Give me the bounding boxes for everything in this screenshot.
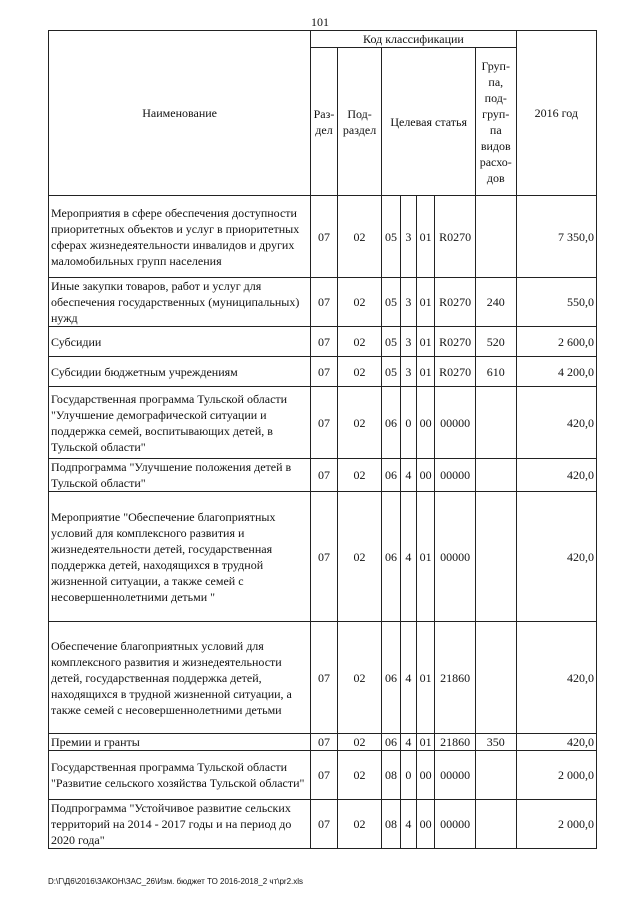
cell-amount: 420,0: [516, 459, 596, 492]
cell-t2: 3: [400, 196, 416, 278]
cell-name: Подпрограмма "Улучшение положения детей в Тульской области": [49, 459, 311, 492]
cell-t1: 08: [382, 800, 400, 849]
cell-razdel: 07: [311, 327, 337, 357]
cell-t4: R0270: [435, 196, 476, 278]
cell-t3: 01: [416, 196, 434, 278]
cell-podrazdel: 02: [337, 327, 382, 357]
cell-t3: 00: [416, 751, 434, 800]
file-path-footer: D:\Г\Д6\2016\ЗАКОН\ЗАС_26\Изм. бюджет ТО 2016-2018_2 чт\pr2.xls: [48, 877, 304, 886]
cell-t1: 06: [382, 387, 400, 459]
table-row: [49, 751, 597, 800]
cell-t4: 00000: [435, 800, 476, 849]
cell-t4: 00000: [435, 387, 476, 459]
cell-t3: 01: [416, 278, 434, 327]
table-row: [49, 459, 597, 492]
table-row: [49, 357, 597, 387]
cell-t3: 00: [416, 387, 434, 459]
cell-t2: 3: [400, 327, 416, 357]
cell-amount: 420,0: [516, 492, 596, 622]
cell-razdel: 07: [311, 196, 337, 278]
cell-t3: 00: [416, 800, 434, 849]
cell-t1: 06: [382, 622, 400, 734]
cell-group: [475, 196, 516, 278]
header-group: Груп- па, под- груп- па видов расхо- дов: [475, 48, 516, 196]
cell-t1: 06: [382, 734, 400, 751]
cell-t2: 0: [400, 751, 416, 800]
cell-podrazdel: 02: [337, 800, 382, 849]
table-row: [49, 492, 597, 622]
cell-t1: 05: [382, 327, 400, 357]
cell-t2: 4: [400, 734, 416, 751]
cell-t3: 01: [416, 622, 434, 734]
cell-razdel: 07: [311, 278, 337, 327]
cell-razdel: 07: [311, 459, 337, 492]
cell-t1: 06: [382, 459, 400, 492]
header-podrazdel: Под- раздел: [337, 48, 382, 196]
cell-t4: 00000: [435, 751, 476, 800]
cell-name: Премии и гранты: [49, 734, 311, 751]
cell-t2: 4: [400, 622, 416, 734]
table-body: [49, 196, 597, 849]
cell-name: Субсидии бюджетным учреждениям: [49, 357, 311, 387]
header-razdel: Раз- дел: [311, 48, 337, 196]
table-row: [49, 196, 597, 278]
cell-name: Иные закупки товаров, работ и услуг для обеспечения государственных (муниципальных) нужд: [49, 278, 311, 327]
cell-t2: 3: [400, 278, 416, 327]
cell-amount: 7 350,0: [516, 196, 596, 278]
cell-t4: 21860: [435, 734, 476, 751]
header-year: 2016 год: [516, 31, 596, 196]
cell-t2: 4: [400, 492, 416, 622]
budget-table: [48, 30, 597, 849]
cell-t2: 0: [400, 387, 416, 459]
cell-podrazdel: 02: [337, 387, 382, 459]
cell-amount: 2 000,0: [516, 800, 596, 849]
cell-group: [475, 459, 516, 492]
cell-name: Мероприятие "Обеспечение благоприятных условий для комплексного развития и жизнедеятельности детей, государственная поддержка детей, находящихся в трудной жизненной ситуации, а также семей с несовершеннолетними детьми ": [49, 492, 311, 622]
cell-t3: 01: [416, 327, 434, 357]
cell-t2: 4: [400, 459, 416, 492]
cell-name: Мероприятия в сфере обеспечения доступности приоритетных объектов и услуг в приоритетных сферах жизнедеятельности инвалидов и других маломобильных групп населения: [49, 196, 311, 278]
cell-group: 350: [475, 734, 516, 751]
cell-t3: 00: [416, 459, 434, 492]
cell-group: [475, 492, 516, 622]
cell-razdel: 07: [311, 357, 337, 387]
cell-t4: R0270: [435, 278, 476, 327]
cell-razdel: 07: [311, 751, 337, 800]
page-number: 101: [311, 15, 329, 29]
cell-t3: 01: [416, 492, 434, 622]
cell-group: 520: [475, 327, 516, 357]
cell-amount: 550,0: [516, 278, 596, 327]
cell-t4: 00000: [435, 459, 476, 492]
cell-name: Государственная программа Тульской области "Улучшение демографической ситуации и поддержка семей, воспитывающих детей, в Тульской области": [49, 387, 311, 459]
cell-amount: 420,0: [516, 387, 596, 459]
cell-t2: 4: [400, 800, 416, 849]
cell-podrazdel: 02: [337, 492, 382, 622]
table-row: [49, 800, 597, 849]
cell-group: [475, 751, 516, 800]
cell-amount: 420,0: [516, 622, 596, 734]
cell-group: [475, 800, 516, 849]
cell-amount: 2 600,0: [516, 327, 596, 357]
cell-podrazdel: 02: [337, 751, 382, 800]
cell-podrazdel: 02: [337, 278, 382, 327]
cell-t4: R0270: [435, 357, 476, 387]
cell-razdel: 07: [311, 492, 337, 622]
cell-t2: 3: [400, 357, 416, 387]
cell-t4: R0270: [435, 327, 476, 357]
cell-podrazdel: 02: [337, 622, 382, 734]
cell-t1: 05: [382, 196, 400, 278]
cell-razdel: 07: [311, 800, 337, 849]
table-row: [49, 622, 597, 734]
cell-t1: 06: [382, 492, 400, 622]
cell-podrazdel: 02: [337, 734, 382, 751]
cell-t4: 00000: [435, 492, 476, 622]
cell-t1: 08: [382, 751, 400, 800]
table-row: [49, 734, 597, 751]
cell-amount: 420,0: [516, 734, 596, 751]
cell-razdel: 07: [311, 387, 337, 459]
cell-t1: 05: [382, 357, 400, 387]
cell-t3: 01: [416, 734, 434, 751]
cell-name: Обеспечение благоприятных условий для комплексного развития и жизнедеятельности детей, государственная поддержка детей, находящихся в трудной жизненной ситуации, а также семей с несовершеннолетними детьми: [49, 622, 311, 734]
table-row: [49, 278, 597, 327]
cell-group: 610: [475, 357, 516, 387]
header-target: Целевая статья: [382, 48, 476, 196]
cell-name: Подпрограмма "Устойчивое развитие сельских территорий на 2014 - 2017 годы и на период до 2020 года": [49, 800, 311, 849]
cell-podrazdel: 02: [337, 459, 382, 492]
header-classification: Код классификации: [311, 31, 516, 48]
cell-t3: 01: [416, 357, 434, 387]
cell-group: [475, 622, 516, 734]
cell-group: 240: [475, 278, 516, 327]
table-row: [49, 387, 597, 459]
cell-amount: 2 000,0: [516, 751, 596, 800]
cell-razdel: 07: [311, 734, 337, 751]
cell-name: Субсидии: [49, 327, 311, 357]
cell-name: Государственная программа Тульской области "Развитие сельского хозяйства Тульской области": [49, 751, 311, 800]
cell-podrazdel: 02: [337, 357, 382, 387]
cell-razdel: 07: [311, 622, 337, 734]
cell-t4: 21860: [435, 622, 476, 734]
cell-group: [475, 387, 516, 459]
cell-podrazdel: 02: [337, 196, 382, 278]
header-name: Наименование: [49, 31, 311, 196]
table-row: [49, 327, 597, 357]
cell-amount: 4 200,0: [516, 357, 596, 387]
cell-t1: 05: [382, 278, 400, 327]
